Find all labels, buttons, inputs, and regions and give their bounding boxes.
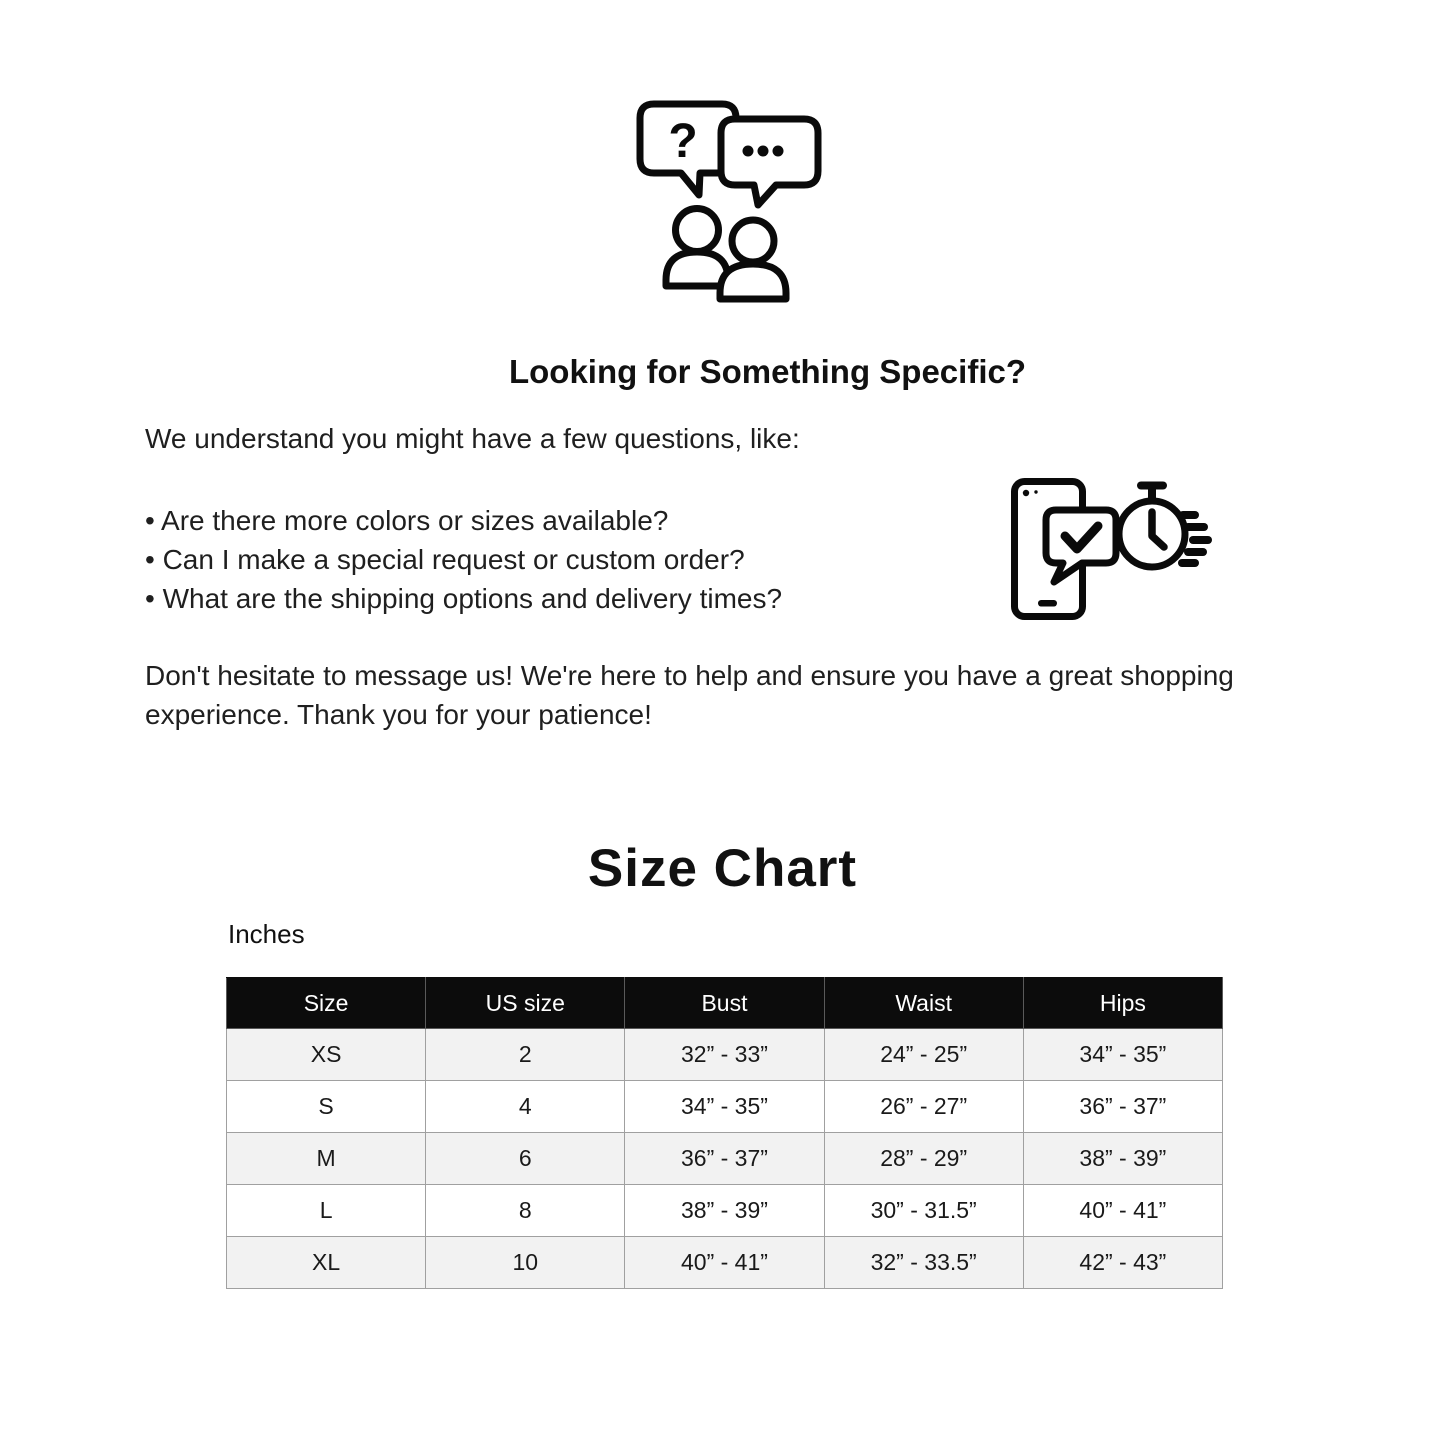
question-list: [145, 501, 782, 618]
table-cell: 36” - 37”: [1023, 1081, 1222, 1133]
table-cell: S: [227, 1081, 426, 1133]
column-header-waist: Waist: [824, 978, 1023, 1029]
table-header-row: [227, 978, 1223, 1029]
intro-text: We understand you might have a few questions, like:: [145, 423, 800, 454]
table-cell: 38” - 39”: [1023, 1133, 1222, 1185]
units-label: Inches: [228, 919, 305, 949]
table-cell: 34” - 35”: [1023, 1029, 1222, 1081]
table-cell: 38” - 39”: [625, 1185, 824, 1237]
column-header-bust: Bust: [625, 978, 824, 1029]
size-chart-table: [226, 977, 1223, 1289]
table-row: [227, 1133, 1223, 1185]
question-item: • Are there more colors or sizes available?: [145, 505, 669, 536]
table-cell: 6: [426, 1133, 625, 1185]
column-header-hips: Hips: [1023, 978, 1222, 1029]
section-heading: Looking for Something Specific?: [508, 353, 1026, 390]
closing-text: Don't hesitate to message us! We're here to help and ensure you have a great shopping experience. Thank you for your patience!: [145, 660, 1234, 730]
chat-bubbles-people-icon: [633, 100, 823, 305]
column-header-us-size: US size: [426, 978, 625, 1029]
column-header-size: Size: [227, 978, 426, 1029]
table-cell: 10: [426, 1237, 625, 1289]
table-cell: 32” - 33.5”: [824, 1237, 1023, 1289]
table-cell: 34” - 35”: [625, 1081, 824, 1133]
table-cell: 26” - 27”: [824, 1081, 1023, 1133]
phone-message-timer-icon: [1006, 472, 1216, 622]
table-cell: 36” - 37”: [625, 1133, 824, 1185]
table-row: [227, 1029, 1223, 1081]
size-chart-title: Size Chart: [587, 839, 858, 898]
table-row: [227, 1185, 1223, 1237]
table-cell: XS: [227, 1029, 426, 1081]
svg-text:?: ?: [668, 115, 698, 168]
table-cell: 40” - 41”: [625, 1237, 824, 1289]
table-cell: M: [227, 1133, 426, 1185]
table-cell: 30” - 31.5”: [824, 1185, 1023, 1237]
table-cell: XL: [227, 1237, 426, 1289]
table-cell: 2: [426, 1029, 625, 1081]
table-cell: 28” - 29”: [824, 1133, 1023, 1185]
question-item: • What are the shipping options and delivery times?: [145, 583, 783, 614]
table-cell: 40” - 41”: [1023, 1185, 1222, 1237]
table-row: [227, 1237, 1223, 1289]
table-row: [227, 1081, 1223, 1133]
table-cell: 32” - 33”: [625, 1029, 824, 1081]
table-cell: 42” - 43”: [1023, 1237, 1222, 1289]
table-cell: 8: [426, 1185, 625, 1237]
table-cell: L: [227, 1185, 426, 1237]
table-cell: 24” - 25”: [824, 1029, 1023, 1081]
question-item: • Can I make a special request or custom order?: [145, 544, 745, 575]
table-cell: 4: [426, 1081, 625, 1133]
